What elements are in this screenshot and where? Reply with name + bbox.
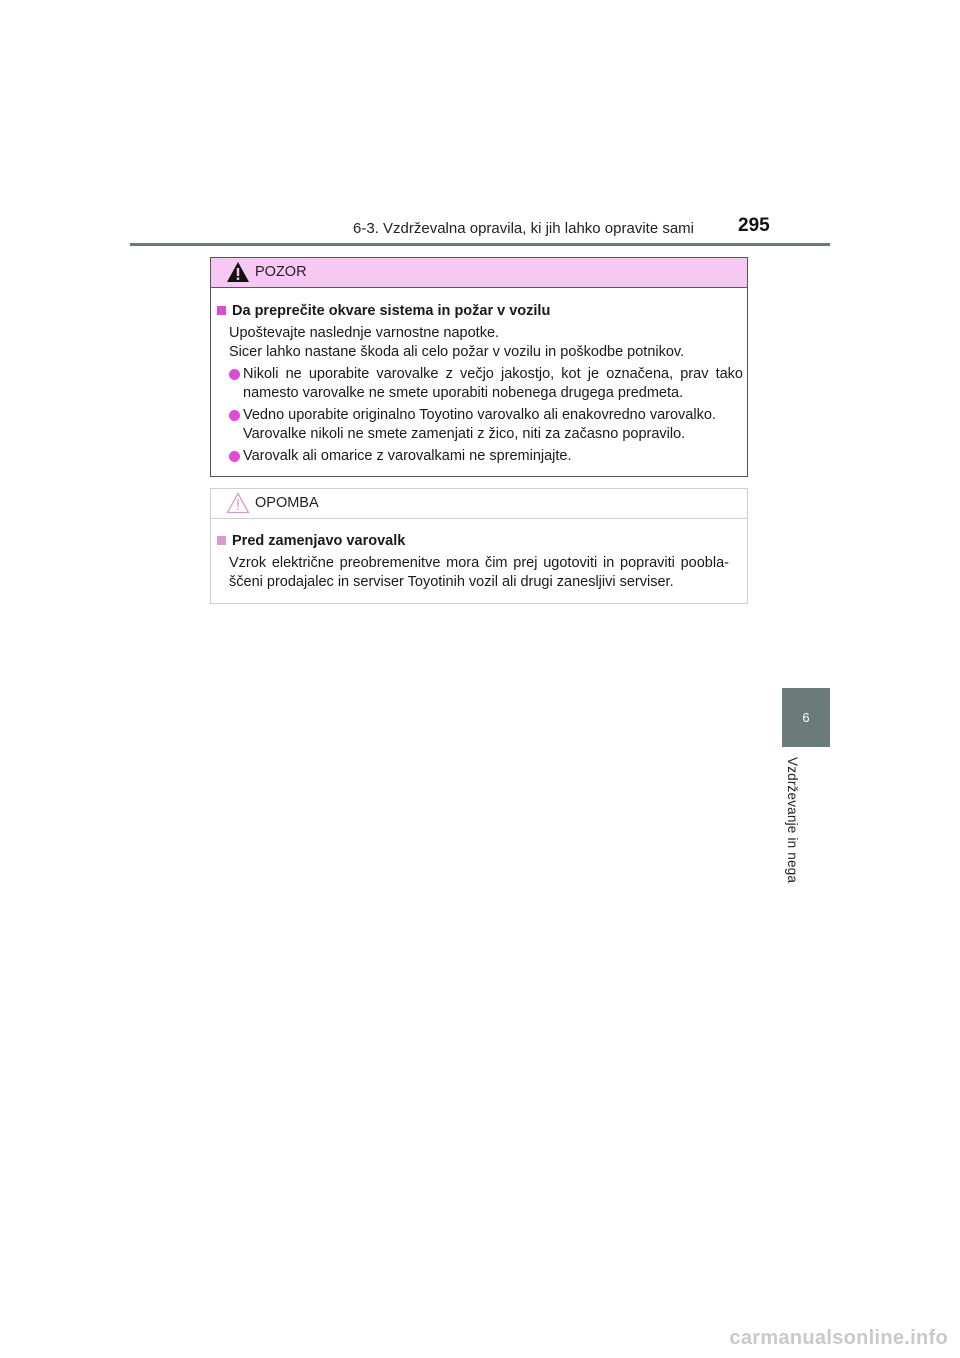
circle-bullet-icon [229, 410, 240, 421]
page-number: 295 [738, 215, 770, 236]
caution-intro: Upoštevajte naslednje varnostne napotke. Sicer lahko nastane škoda ali celo požar v vozilu in poškodbe potnikov. [229, 325, 685, 360]
caution-header [211, 258, 747, 288]
watermark: carmanualsonline.info [729, 1327, 948, 1349]
notice-title: OPOMBA [255, 495, 319, 511]
square-bullet-icon [217, 306, 226, 315]
caution-title: POZOR [255, 264, 307, 280]
chapter-label: Vzdrževanje in nega [785, 757, 800, 884]
chapter-tab [782, 688, 830, 747]
notice-text: Vzrok električne preobremenitve mora čim prej ugotoviti in popraviti poobla- ščeni prodajalec in serviser Toyotinih vozil ali drugi zanesljivi serviser. [229, 555, 729, 590]
notice-header [211, 489, 747, 519]
notice-heading: Pred zamenjavo varovalk [217, 532, 741, 551]
circle-bullet-icon [229, 369, 240, 380]
caution-bullet: Varovalk ali omarice z varovalkami ne spreminjajte. [217, 447, 741, 466]
warning-triangle-filled-icon [226, 261, 250, 283]
notice-box [210, 488, 748, 604]
square-bullet-icon [217, 536, 226, 545]
section-title: 6-3. Vzdrževalna opravila, ki jih lahko opravite sami [353, 220, 694, 237]
caution-box [210, 257, 748, 477]
caution-bullet: Nikoli ne uporabite varovalke z večjo jakostjo, kot je označena, prav tako namesto varovalke ne smete uporabiti nobenega drugega predmeta. [217, 365, 741, 403]
caution-bullet: Vedno uporabite originalno Toyotino varovalko ali enakovredno varovalko. Varovalke nikoli ne smete zamenjati z žico, niti za začasno popravilo. [217, 406, 741, 444]
circle-bullet-icon [229, 451, 240, 462]
chapter-number: 6 [802, 710, 810, 725]
caution-heading: Da preprečite okvare sistema in požar v vozilu [217, 302, 741, 321]
warning-triangle-outline-icon [226, 492, 250, 514]
header-rule [130, 243, 830, 246]
